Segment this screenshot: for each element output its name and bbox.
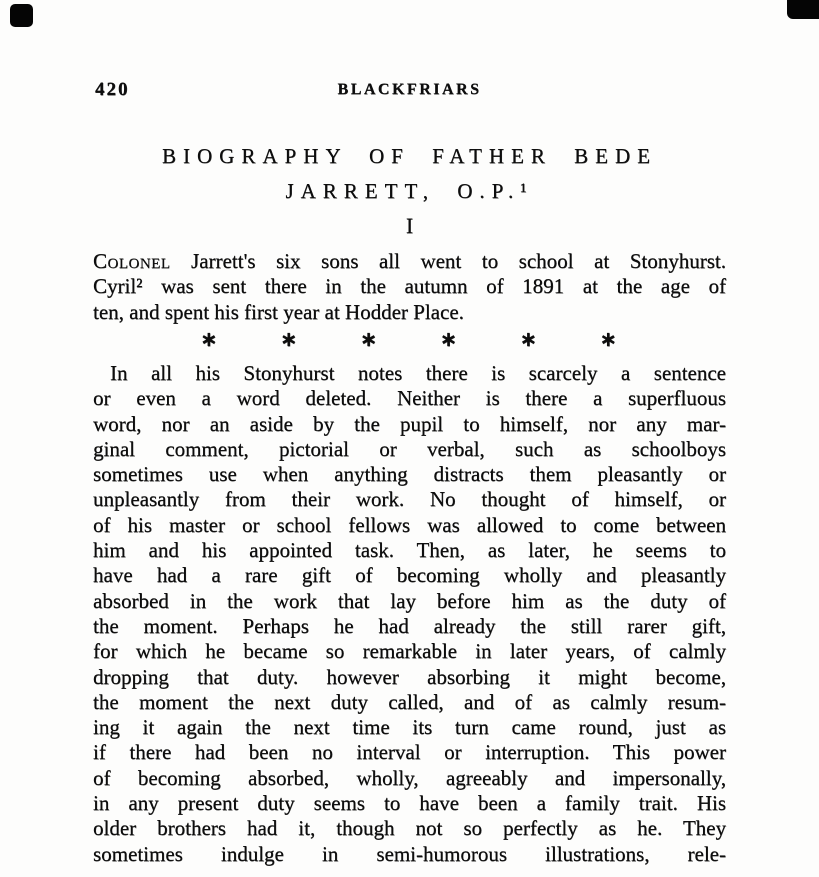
text-line: have had a rare gift of becoming wholly and pleasantly: [93, 563, 726, 588]
text-line: sometimes indulge in semi-humorous illustrations, rele-: [93, 841, 726, 866]
text-line: sometimes use when anything distracts them pleasantly or: [93, 462, 726, 487]
text-line: dropping that duty. however absorbing it might become,: [93, 664, 726, 689]
journal-title: BLACKFRIARS: [337, 81, 482, 98]
small-caps-lead-word: Colonel: [93, 249, 171, 273]
asterisk-glyph: ∗: [200, 327, 218, 351]
asterisk-glyph: ∗: [279, 327, 298, 351]
text-line: of his master or school fellows was allowed to come between: [93, 512, 726, 537]
asterisk-glyph: ∗: [439, 327, 458, 351]
text-line: Colonel Jarrett's six sons all went to school at Stonyhurst.: [93, 249, 726, 273]
section-numeral: I: [405, 213, 414, 238]
asterisk-glyph: ∗: [359, 327, 378, 351]
text-line: the moment the next duty called, and of as calmly resum-: [93, 689, 726, 714]
text-line: unpleasantly from their work. No thought of himself, or: [93, 487, 726, 512]
article-title: [93, 139, 726, 209]
scan-artifact-top-left: [10, 4, 33, 27]
page-number: 420: [95, 79, 130, 100]
text-line: or even a word deleted. Neither is there a superfluous: [93, 386, 726, 411]
running-head: [93, 79, 726, 101]
article-title-line-1: BIOGRAPHY OF FATHER BEDE: [162, 144, 657, 168]
asterisk-separator: [200, 329, 617, 350]
text-line: Cyril² was sent there in the autumn of 1891 at the age of: [93, 274, 726, 299]
text-line: word, nor an aside by the pupil to himself, nor any mar-: [93, 411, 726, 436]
article-title-line-2: JARRETT, O.P.¹: [285, 179, 534, 203]
text-line: in any present duty seems to have been a family trait. His: [93, 791, 726, 816]
text-line: ing it again the next time its turn came round, just as: [93, 715, 726, 740]
text-line: if there had been no interval or interruption. This power: [93, 740, 726, 765]
text-line: absorbed in the work that lay before him as the duty of: [93, 588, 726, 613]
asterisk-glyph: ∗: [519, 327, 538, 351]
text-line: the moment. Perhaps he had already the still rarer gift,: [93, 613, 726, 638]
asterisk-glyph: ∗: [599, 327, 617, 351]
scan-artifact-top-right: [787, 0, 819, 19]
text-line: for which he became so remarkable in later years, of calmly: [93, 639, 726, 664]
text-line: ten, and spent his first year at Hodder Place.: [93, 299, 464, 324]
text-line: ginal comment, pictorial or verbal, such as schoolboys: [93, 436, 726, 461]
text-line: older brothers had it, though not so perfectly as he. They: [93, 816, 726, 841]
text-line: him and his appointed task. Then, as later, he seems to: [93, 538, 726, 563]
paragraph-2: [93, 361, 726, 867]
text-line: of becoming absorbed, wholly, agreeably and impersonally,: [93, 765, 726, 790]
text-line: In all his Stonyhurst notes there is scarcely a sentence: [110, 361, 726, 385]
paragraph-1: [93, 249, 726, 325]
